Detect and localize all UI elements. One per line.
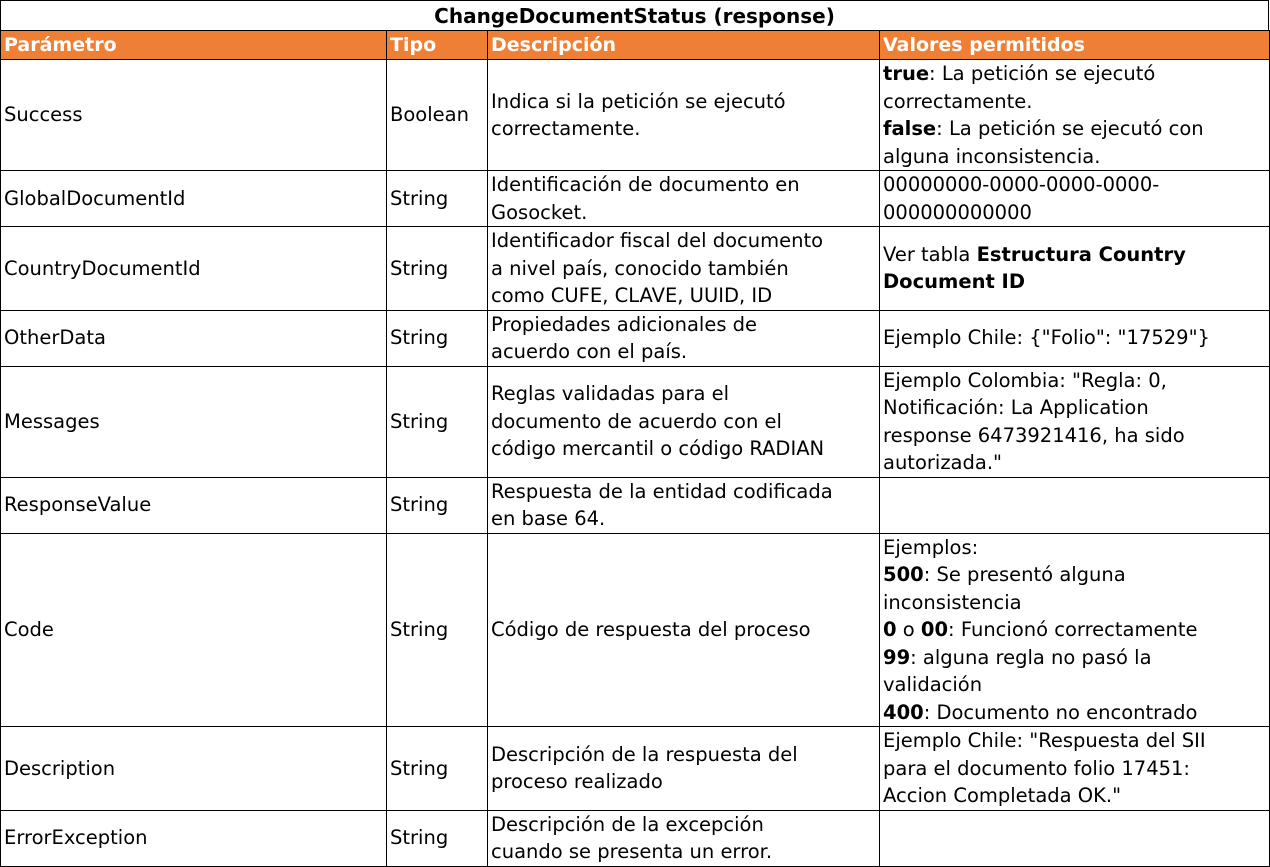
cell-tipo: String: [387, 227, 488, 311]
value-line: Document ID: [883, 270, 1026, 294]
cell-parametro: ErrorException: [1, 810, 387, 866]
cell-descripcion: [488, 227, 880, 311]
value-line: 500: Se presentó alguna: [883, 563, 1126, 586]
value-line: 400: Documento no encontrado: [883, 700, 1198, 724]
cell-tipo: Boolean: [387, 60, 488, 171]
value-line: 0 o 00: Funcionó correctamente: [883, 618, 1198, 641]
header-descripcion: Descripción: [488, 31, 880, 60]
cell-tipo: String: [387, 171, 488, 227]
header-row: [1, 31, 1270, 60]
header-parametro: Parámetro: [1, 31, 387, 60]
value-line: inconsistencia: [883, 590, 1022, 614]
cell-valores: [880, 310, 1270, 366]
cell-tipo: String: [387, 533, 488, 727]
description-line: Identificador fiscal del documento: [491, 229, 824, 252]
table-row: [1, 227, 1270, 311]
header-valores: Valores permitidos: [880, 31, 1270, 60]
cell-parametro: Description: [1, 727, 387, 811]
cell-valores: [880, 60, 1270, 171]
cell-tipo: String: [387, 310, 488, 366]
value-line: 00000000-0000-0000-0000-: [883, 173, 1160, 196]
value-line: Ver tabla Estructura Country: [883, 242, 1186, 266]
cell-valores: [880, 533, 1270, 727]
cell-descripcion: [488, 171, 880, 227]
value-line: Ejemplo Colombia: "Regla: 0,: [883, 368, 1167, 392]
description-line: en base 64.: [491, 507, 606, 530]
cell-valores: [880, 366, 1270, 477]
value-line: correctamente.: [883, 89, 1033, 113]
table-row: [1, 477, 1270, 533]
cell-parametro: OtherData: [1, 310, 387, 366]
cell-valores: [880, 810, 1270, 866]
cell-descripcion: [488, 477, 880, 533]
cell-descripcion: [488, 310, 880, 366]
cell-tipo: String: [387, 810, 488, 866]
description-line: Descripción de la respuesta del: [491, 742, 798, 766]
cell-valores: [880, 477, 1270, 533]
cell-tipo: String: [387, 366, 488, 477]
description-line: acuerdo con el país.: [491, 340, 688, 363]
cell-parametro: CountryDocumentId: [1, 227, 387, 311]
value-line: alguna inconsistencia.: [883, 144, 1101, 168]
description-line: Indica si la petición se ejecutó: [491, 89, 786, 113]
parameters-table: [0, 30, 1270, 867]
description-line: a nivel país, conocido también: [491, 256, 789, 280]
table-row: [1, 171, 1270, 227]
description-line: Identificación de documento en: [491, 173, 800, 196]
value-line: validación: [883, 673, 983, 696]
cell-valores: [880, 727, 1270, 811]
cell-tipo: String: [387, 727, 488, 811]
table-row: [1, 533, 1270, 727]
value-line: Ejemplos:: [883, 535, 979, 559]
table-row: [1, 727, 1270, 811]
cell-parametro: ResponseValue: [1, 477, 387, 533]
value-line: Notificación: La Application: [883, 396, 1149, 419]
cell-parametro: Code: [1, 533, 387, 727]
value-line: false: La petición se ejecutó con: [883, 117, 1204, 140]
header-tipo: Tipo: [387, 31, 488, 60]
description-line: Código de respuesta del proceso: [491, 618, 811, 641]
description-line: correctamente.: [491, 117, 641, 140]
description-line: proceso realizado: [491, 770, 663, 794]
value-line: Accion Completada OK.": [883, 784, 1122, 807]
description-line: Propiedades adicionales de: [491, 312, 758, 336]
cell-descripcion: [488, 60, 880, 171]
table-row: [1, 366, 1270, 477]
value-line: Ejemplo Chile: {"Folio": "17529"}: [883, 326, 1210, 350]
value-line: true: La petición se ejecutó: [883, 62, 1156, 85]
cell-descripcion: [488, 366, 880, 477]
table-row: [1, 310, 1270, 366]
cell-descripcion: [488, 727, 880, 811]
cell-descripcion: [488, 533, 880, 727]
cell-tipo: String: [387, 477, 488, 533]
description-line: Respuesta de la entidad codificada: [491, 479, 833, 503]
value-line: 000000000000: [883, 200, 1032, 224]
value-line: 99: alguna regla no pasó la: [883, 645, 1152, 669]
cell-parametro: Messages: [1, 366, 387, 477]
cell-parametro: GlobalDocumentId: [1, 171, 387, 227]
cell-valores: [880, 171, 1270, 227]
description-line: Descripción de la excepción: [491, 812, 764, 836]
description-line: código mercantil o código RADIAN: [491, 437, 825, 461]
description-line: Reglas validadas para el: [491, 382, 730, 406]
description-line: cuando se presenta un error.: [491, 840, 773, 863]
description-line: documento de acuerdo con el: [491, 409, 782, 433]
table-row: [1, 60, 1270, 171]
value-line: para el documento folio 17451:: [883, 756, 1190, 780]
cell-parametro: Success: [1, 60, 387, 171]
value-line: Ejemplo Chile: "Respuesta del SII: [883, 729, 1206, 752]
table-title: ChangeDocumentStatus (response): [0, 0, 1269, 30]
cell-valores: [880, 227, 1270, 311]
cell-descripcion: [488, 810, 880, 866]
table-row: [1, 810, 1270, 866]
description-line: como CUFE, CLAVE, UUID, ID: [491, 284, 773, 307]
value-line: autorizada.": [883, 451, 1002, 474]
description-line: Gosocket.: [491, 200, 588, 224]
value-line: response 6473921416, ha sido: [883, 423, 1185, 447]
